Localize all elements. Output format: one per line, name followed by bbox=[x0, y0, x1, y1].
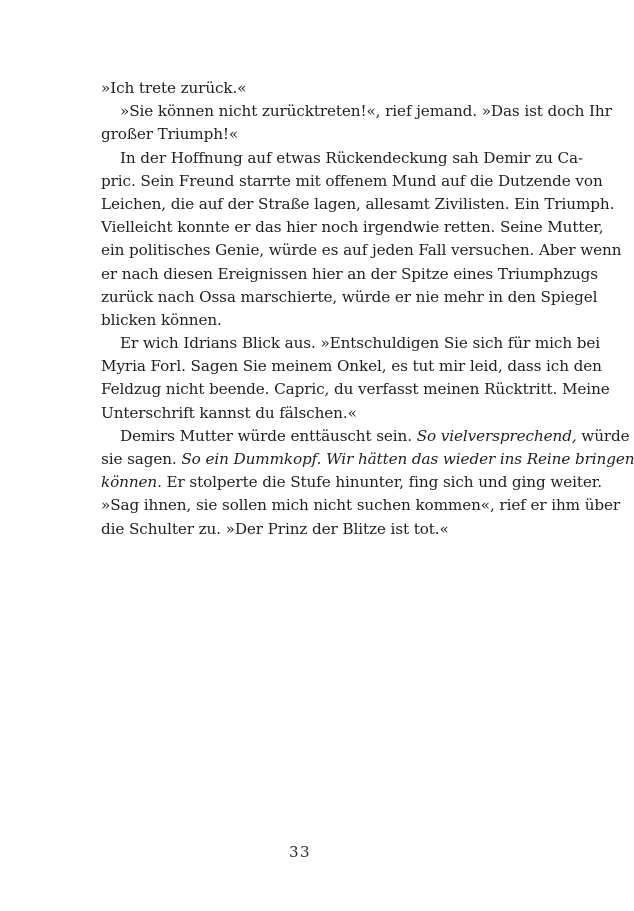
italic-text: So ein Dummkopf. Wir hätten das wieder ins Reine bringen bbox=[181, 450, 634, 468]
text-run: »Sie können nicht zurücktreten!«, rief jemand. »Das ist doch Ihr bbox=[120, 102, 612, 121]
body-text bbox=[101, 77, 634, 541]
text-line bbox=[101, 216, 604, 239]
text-line bbox=[101, 263, 598, 286]
text-run: er nach diesen Ereignissen hier an der Spitze eines Triumphzugs bbox=[101, 264, 598, 283]
text-run: Demirs Mutter würde enttäuscht sein. bbox=[120, 426, 417, 445]
text-line bbox=[101, 239, 622, 262]
text-run: »Sag ihnen, sie sollen mich nicht suchen kommen«, rief er ihm über bbox=[101, 496, 621, 515]
text-line bbox=[101, 170, 603, 193]
text-run: Vielleicht konnte er das hier noch irgendwie retten. Seine Mutter, bbox=[101, 218, 604, 237]
text-run: Er wich Idrians Blick aus. »Entschuldigen Sie sich für mich bei bbox=[120, 334, 600, 353]
text-line bbox=[101, 193, 615, 216]
text-line bbox=[101, 518, 535, 541]
page-number: 33 bbox=[288, 843, 312, 861]
text-line bbox=[101, 309, 535, 332]
text-run: In der Hoffnung auf etwas Rückendeckung sah Demir zu Ca- bbox=[120, 148, 583, 167]
text-run: blicken können. bbox=[101, 310, 222, 329]
text-line bbox=[101, 378, 610, 401]
text-line bbox=[101, 402, 535, 425]
text-line bbox=[101, 123, 535, 146]
text-run: Er stolperte die Stufe hinunter, fing sich und ging weiter. bbox=[161, 473, 602, 492]
text-line bbox=[101, 147, 583, 170]
text-run: pric. Sein Freund starrte mit offenem Mund auf die Dutzende von bbox=[101, 171, 603, 190]
text-run: Myria Forl. Sagen Sie meinem Onkel, es tut mir leid, dass ich den bbox=[101, 357, 602, 376]
text-run: Leichen, die auf der Straße lagen, allesamt Zivilisten. Ein Triumph. bbox=[101, 194, 615, 213]
text-run: Feldzug nicht beende. Capric, du verfasst meinen Rücktritt. Meine bbox=[101, 380, 610, 399]
italic-text: So vielversprechend, bbox=[416, 426, 577, 445]
text-run: »Ich trete zurück.« bbox=[101, 79, 247, 97]
text-line bbox=[101, 77, 535, 100]
text-run: ein politisches Genie, würde es auf jeden Fall versuchen. Aber wenn bbox=[101, 241, 622, 260]
text-line bbox=[101, 355, 602, 378]
text-line bbox=[101, 471, 602, 494]
text-run: großer Triumph!« bbox=[101, 125, 239, 144]
text-run: die Schulter zu. »Der Prinz der Blitze ist tot.« bbox=[101, 519, 449, 538]
text-line bbox=[101, 286, 598, 309]
text-line bbox=[101, 425, 630, 448]
text-line bbox=[101, 332, 600, 355]
text-run: sie sagen. bbox=[101, 450, 182, 468]
text-run: Unterschrift kannst du fälschen.« bbox=[101, 403, 357, 422]
text-run: zurück nach Ossa marschierte, würde er nie mehr in den Spiegel bbox=[101, 287, 598, 306]
text-run: würde bbox=[576, 426, 630, 445]
text-line bbox=[101, 494, 621, 517]
text-line bbox=[101, 100, 612, 123]
italic-text: können. bbox=[101, 473, 162, 492]
text-line bbox=[101, 448, 634, 471]
